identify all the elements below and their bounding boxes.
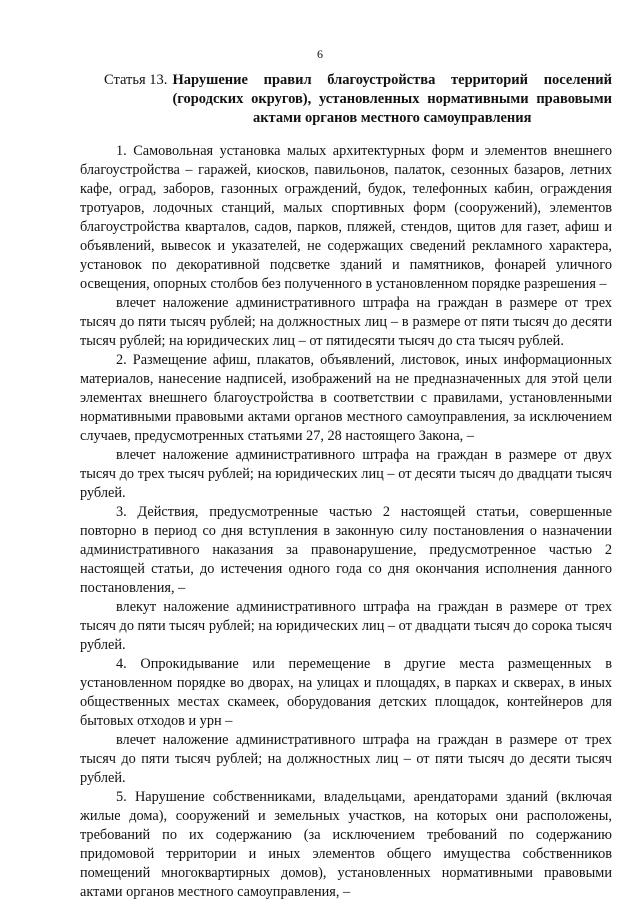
page-number: 6 bbox=[317, 47, 323, 61]
paragraph-part-5: 5. Нарушение собственниками, владельцами, арендаторами зданий (включая жилые дома), сооружений и земельных участков, на которых они расположены, требований по их содержанию (за исключением требований по содержанию придомовой территории и иных элементов общего имущества собственников помещений многоквартирных домов), установленных нормативными правовыми актами органов местного самоуправления, – bbox=[80, 789, 612, 900]
paragraph-part-4: 4. Опрокидывание или перемещение в другие места размещенных в установленном порядке во дворах, на улицах и площадях, в парках и скверах, в иных общественных местах скамеек, оборудования детских площадок, контейнеров для бытовых отходов и урн – bbox=[80, 656, 612, 729]
article-body bbox=[80, 142, 612, 902]
article-label: Статья 13. bbox=[104, 72, 168, 88]
paragraph-part-1: 1. Самовольная установка малых архитектурных форм и элементов внешнего благоустройства – гаражей, киосков, павильонов, палаток, сезонных базаров, летних кафе, оград, заборов, газонных ограждений, будок, телефонных кабин, ограждения тротуаров, лодочных станций, малых спортивных форм (сооружений), элементов благоустройства кварталов, садов, парков, пляжей, стендов, щитов для газет, афиш и объявлений, вывесок и указателей, не содержащих сведений рекламного характера, установок по декоративной подсветке зданий и памятников, фонарей уличного освещения, опорных столбов без полученного в установленном порядке разрешения – bbox=[80, 143, 612, 292]
paragraph-penalty-3: влекут наложение административного штрафа на граждан в размере от трех тысяч до пяти тысяч рублей; на юридических лиц – от двадцати тысяч до сорока тысяч рублей. bbox=[80, 599, 612, 653]
paragraph-penalty-2: влечет наложение административного штрафа на граждан в размере от двух тысяч до трех тысяч рублей; на юридических лиц – от десяти тысяч до двадцати тысяч рублей. bbox=[80, 447, 612, 501]
paragraph-part-2: 2. Размещение афиш, плакатов, объявлений, листовок, иных информационных материалов, нанесение надписей, изображений на не предназначенных для этой цели элементах внешнего благоустройства в соответствии с правилами, установленными нормативными правовыми актами органов местного самоуправления, за исключением случаев, предусмотренных статьями 27, 28 настоящего Закона, – bbox=[80, 352, 612, 444]
article-header bbox=[104, 71, 612, 128]
paragraph-part-3: 3. Действия, предусмотренные частью 2 настоящей статьи, совершенные повторно в период со дня вступления в законную силу постановления о назначении административного наказания за правонарушение, предусмотренное частью 2 настоящей статьи, до истечения одного года со дня окончания исполнения данного постановления, – bbox=[80, 504, 612, 596]
paragraph-penalty-1: влечет наложение административного штрафа на граждан в размере от трех тысяч до пяти тысяч рублей; на должностных лиц – в размере от пяти тысяч до десяти тысяч рублей; на юридических лиц – от пятидесяти тысяч до ста тысяч рублей. bbox=[80, 295, 612, 349]
article-title: Нарушение правил благоустройства территорий поселений (городских округов), установленных нормативными правовыми актами органов местного самоуправления bbox=[172, 72, 612, 126]
paragraph-penalty-4: влечет наложение административного штрафа на граждан в размере от трех тысяч до пяти тысяч рублей; на должностных лиц – от пяти тысяч до десяти тысяч рублей. bbox=[80, 732, 612, 786]
